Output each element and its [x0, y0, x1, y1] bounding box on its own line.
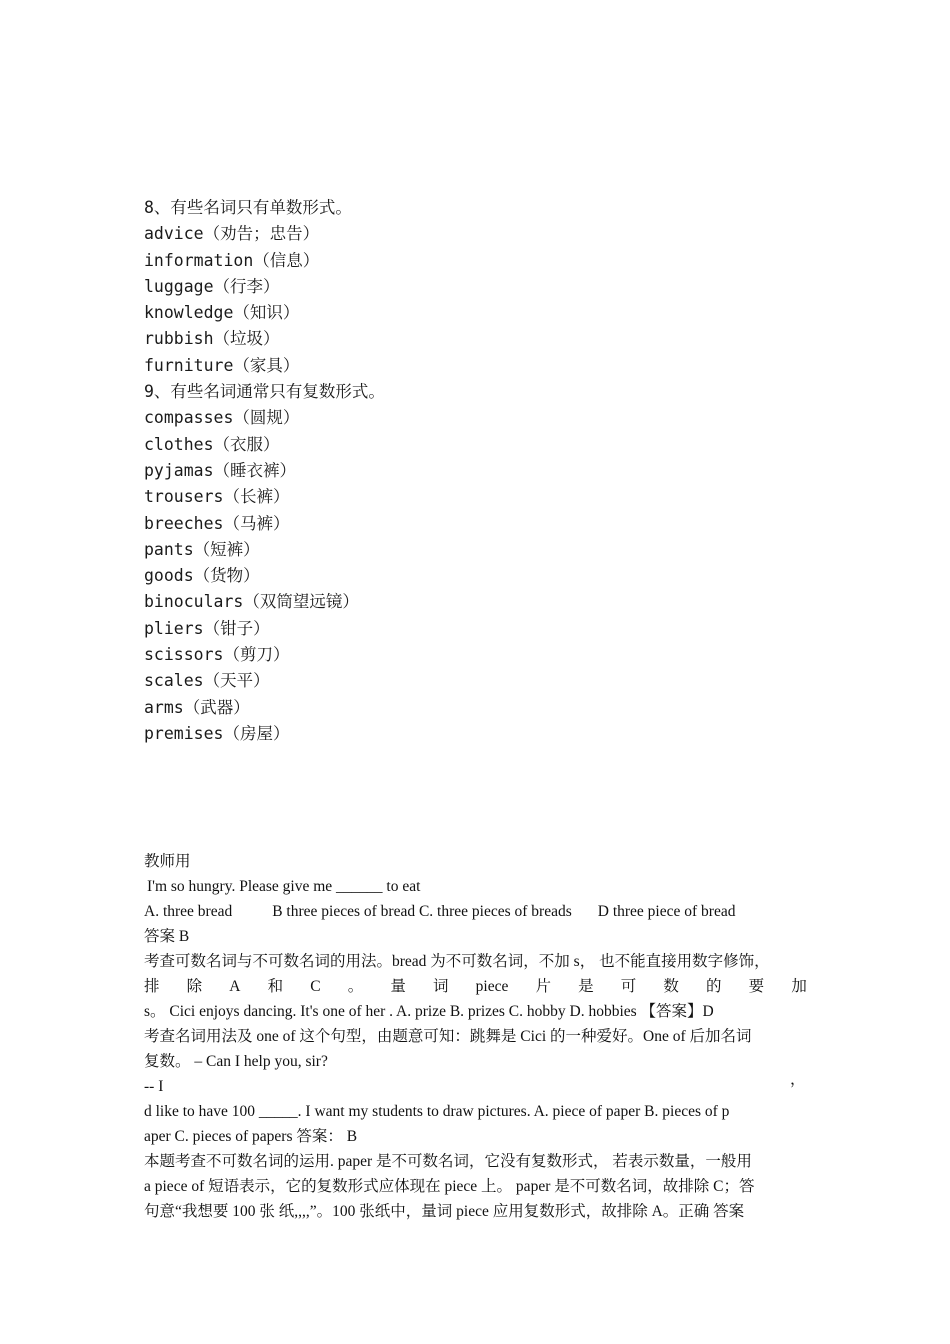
- question-1-answer: 答案 B: [144, 928, 190, 945]
- question-3-explanation-3: 句意“我想要 100 张 纸,,,,”。100 张纸中，量词 piece 应用复数形式，故排除 A。正确 答案: [144, 1203, 745, 1220]
- option-d: D three piece of bread: [597, 903, 736, 920]
- spread-word: 和: [267, 978, 284, 995]
- spread-word: 。: [347, 978, 364, 995]
- plural-noun-item: premises（房屋）: [144, 723, 290, 743]
- spread-word: 可: [620, 978, 637, 995]
- question-3-explanation-1: 本题考查不可数名词的运用. paper 是不可数名词，它没有复数形式， 若表示数量，一般用: [144, 1153, 752, 1170]
- spread-word: 要: [748, 978, 765, 995]
- plural-heading: 9、有些名词通常只有复数形式。: [144, 382, 385, 402]
- noun-number-lists: [144, 195, 824, 747]
- question-2-line: s。 Cici enjoys dancing. It's one of her . A. prize B. prizes C. hobby D. hobbies 【答案】D: [144, 1003, 714, 1020]
- singular-noun-item: advice（劝告；忠告）: [144, 224, 320, 244]
- option-a: A. three bread: [144, 903, 233, 920]
- plural-noun-item: arms（武器）: [144, 697, 250, 717]
- plural-noun-item: scales（天平）: [144, 671, 270, 691]
- question-3-explanation-2: a piece of 短语表示，它的复数形式应体现在 piece 上。 paper 是不可数名词，故排除 C；答: [144, 1178, 755, 1195]
- question-1-stem: I'm so hungry. Please give me ______ to eat: [147, 878, 421, 895]
- question-3-line-2: aper C. pieces of papers 答案： B: [144, 1128, 358, 1145]
- question-1-options: [144, 899, 807, 924]
- stray-comma: ，: [790, 1071, 806, 1088]
- spread-word: A: [229, 978, 241, 995]
- plural-noun-item: compasses（圆规）: [144, 408, 300, 428]
- question-2-explanation-2: 复数。 – Can I help you, sir?: [144, 1053, 328, 1070]
- spread-word: 的: [706, 978, 722, 995]
- question-1-explanation-1: 考查可数名词与不可数名词的用法。bread 为不可数名词，不加 s， 也不能直接用数字修饰，: [144, 953, 770, 970]
- singular-noun-item: information（信息）: [144, 250, 320, 270]
- plural-noun-item: trousers（长裤）: [144, 487, 290, 507]
- question-3-dash: -- I: [144, 1078, 164, 1095]
- spread-word: 排: [144, 978, 160, 995]
- singular-noun-item: rubbish（垃圾）: [144, 329, 280, 349]
- spread-word: 是: [578, 978, 594, 995]
- singular-heading: 8、有些名词只有单数形式。: [144, 198, 352, 217]
- plural-noun-item: pyjamas（睡衣裤）: [144, 460, 297, 480]
- singular-noun-item: knowledge（知识）: [144, 303, 300, 323]
- question-1-explanation-2: [144, 974, 807, 999]
- spread-word: 量: [390, 978, 406, 995]
- singular-noun-item: furniture（家具）: [144, 355, 300, 375]
- teacher-label: 教师用: [144, 853, 191, 870]
- spread-word: 加: [791, 978, 807, 995]
- spread-word: C: [310, 978, 321, 995]
- singular-noun-item: luggage（行李）: [144, 276, 280, 296]
- plural-noun-item: breeches（马裤）: [144, 513, 290, 533]
- spread-word: piece: [475, 978, 509, 995]
- plural-noun-item: goods（货物）: [144, 566, 260, 586]
- spread-word: 数: [663, 978, 679, 995]
- singular-noun-list: [144, 221, 824, 379]
- plural-noun-item: clothes（衣服）: [144, 434, 280, 454]
- spread-word: 片: [535, 978, 551, 995]
- teacher-exercises: [144, 849, 807, 1224]
- spread-word: 词: [433, 978, 449, 995]
- spread-word: 除: [186, 978, 203, 995]
- plural-noun-item: pants（短裤）: [144, 539, 260, 559]
- question-2-explanation-1: 考查名词用法及 one of 这个句型，由题意可知：跳舞是 Cici 的一种爱好。One of 后加名词: [144, 1028, 752, 1045]
- plural-noun-list: [144, 405, 824, 747]
- plural-noun-item: pliers（钳子）: [144, 618, 270, 638]
- plural-noun-item: binoculars（双筒望远镜）: [144, 592, 359, 612]
- option-b-c: B three pieces of bread C. three pieces of breads: [272, 903, 572, 920]
- question-3-line-1: d like to have 100 _____. I want my students to draw pictures. A. piece of paper B. pieces of p: [144, 1103, 730, 1120]
- plural-noun-item: scissors（剪刀）: [144, 645, 290, 665]
